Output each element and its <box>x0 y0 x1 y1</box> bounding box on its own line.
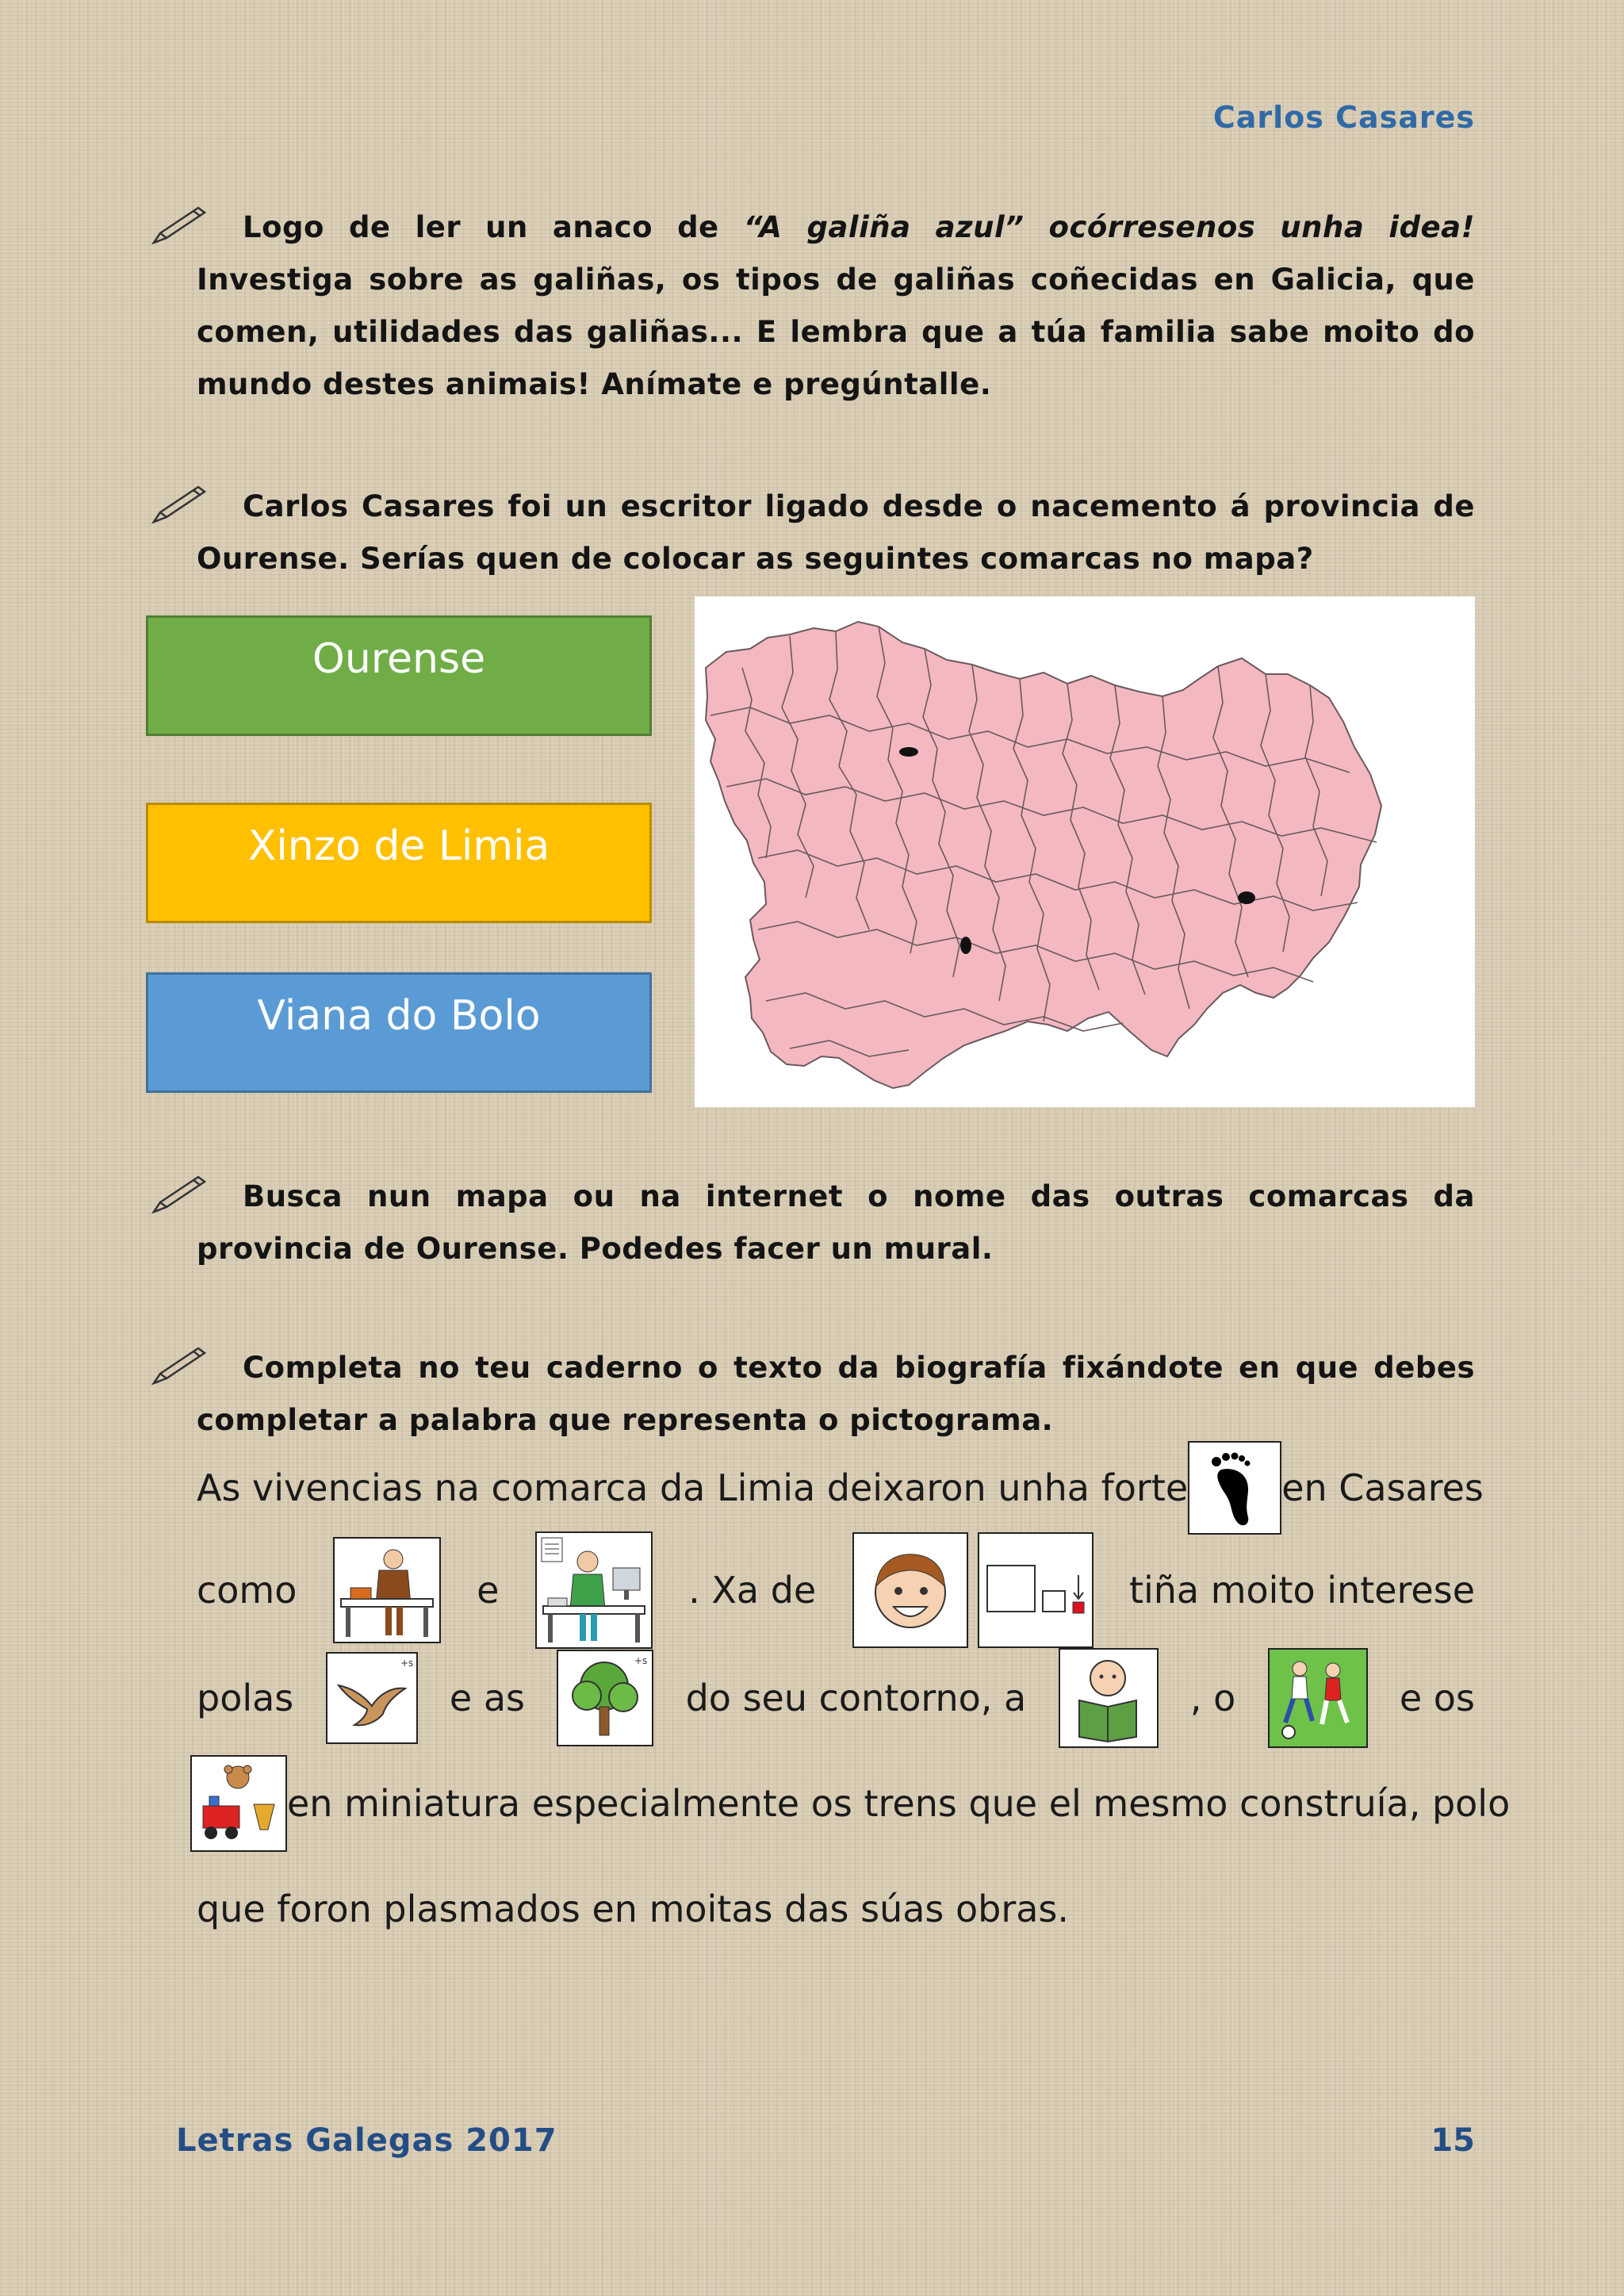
boy-pictogram <box>852 1532 968 1648</box>
trees-pictogram <box>557 1650 653 1746</box>
ourense-map-drawing <box>695 596 1475 1107</box>
bio-text: As vivencias na comarca da Limia deixaron unha forte <box>197 1466 1189 1509</box>
bio-text: en miniatura especialmente os trens que el mesmo construía, polo <box>287 1782 1511 1825</box>
child-pictograms <box>852 1532 1094 1648</box>
reading-pictogram <box>1059 1648 1159 1748</box>
children-playing-football-icon <box>1270 1650 1366 1746</box>
task-3 <box>149 1171 1475 1275</box>
comarca-box-xinzo-de-limia[interactable]: Xinzo de Limia <box>146 803 652 923</box>
footer-title: Letras Galegas 2017 <box>176 2122 557 2159</box>
small-squares-icon <box>979 1534 1092 1646</box>
toys-pictogram <box>190 1755 287 1852</box>
bio-line-4 <box>190 1754 1511 1853</box>
bio-text: do seu contorno, a <box>685 1677 1027 1719</box>
map-marker-ourense <box>899 747 918 757</box>
bird-icon <box>327 1654 416 1742</box>
bio-text: e os <box>1399 1677 1475 1719</box>
task-3-text: Busca nun mapa ou na internet o nome das outras comarcas da provincia de Ourense. Podedes facer un mural. <box>197 1179 1475 1266</box>
bio-text: e <box>477 1569 500 1612</box>
task-1 <box>149 201 1475 411</box>
bio-line-1 <box>197 1440 1484 1535</box>
football-pictogram <box>1268 1648 1368 1748</box>
bio-text: polas <box>197 1677 294 1719</box>
footprint-pictogram <box>1188 1441 1281 1535</box>
journalist-at-computer-icon <box>537 1533 651 1647</box>
page-header-title: Carlos Casares <box>1212 100 1475 135</box>
comarca-box-viana-do-bolo[interactable]: Viana do Bolo <box>146 972 652 1093</box>
bio-line-3 <box>197 1646 1475 1750</box>
bio-text: , o <box>1189 1677 1236 1719</box>
pencil-icon <box>149 201 209 249</box>
footprint-icon <box>1189 1443 1280 1533</box>
map-marker-viana <box>1238 891 1255 904</box>
bio-text: tiña moito interese <box>1128 1569 1475 1612</box>
smiling-boy-icon <box>854 1534 967 1646</box>
child-reading-icon <box>1060 1650 1157 1746</box>
task-2-text: Carlos Casares foi un escritor ligado desde o nacemento á provincia de Ourense. Serías quen de colocar as seguintes comarcas no mapa? <box>197 489 1475 576</box>
task-4-text: Completa no teu caderno o texto da biografía fixándote en que debes completar a palabra que representa o pictograma. <box>197 1351 1475 1437</box>
pencil-icon <box>149 1171 209 1218</box>
bio-line-2 <box>197 1531 1475 1650</box>
task-4 <box>149 1342 1475 1447</box>
bio-text: e as <box>449 1677 525 1719</box>
ourense-province-map <box>695 596 1475 1107</box>
task-1-title: “A galiña azul” ocórresenos unha idea! <box>743 210 1475 244</box>
pencil-icon <box>149 481 209 528</box>
tree-icon <box>558 1651 652 1745</box>
bio-text-last: que foron plasmados en moitas das súas obras. <box>197 1888 1070 1930</box>
map-marker-xinzo <box>960 937 971 954</box>
small-size-pictogram <box>978 1532 1094 1648</box>
birds-pictogram <box>326 1652 418 1744</box>
bio-text: . Xa de <box>688 1569 817 1612</box>
journalist-pictogram <box>535 1531 653 1649</box>
toys-icon <box>192 1757 285 1850</box>
svg-text:+s: +s <box>634 1655 648 1666</box>
page-number: 15 <box>1431 2122 1475 2159</box>
comarca-box-ourense[interactable]: Ourense <box>146 615 652 736</box>
teacher-at-desk-icon <box>335 1539 439 1642</box>
task-1-text: Investiga sobre as galiñas, os tipos de galiñas coñecidas en Galicia, que comen, utilidades das galiñas... E lembra que a túa familia sabe moito do mundo destes animais! Anímate e pregúntalle. <box>197 263 1475 401</box>
bio-text: en Casares <box>1281 1466 1484 1509</box>
bio-text: como <box>197 1569 297 1612</box>
task-1-lead: Logo de ler un anaco de <box>243 210 744 244</box>
svg-text:+s: +s <box>400 1658 413 1669</box>
task-2 <box>149 481 1475 585</box>
teacher-pictogram <box>333 1537 441 1643</box>
pencil-icon <box>149 1342 209 1389</box>
